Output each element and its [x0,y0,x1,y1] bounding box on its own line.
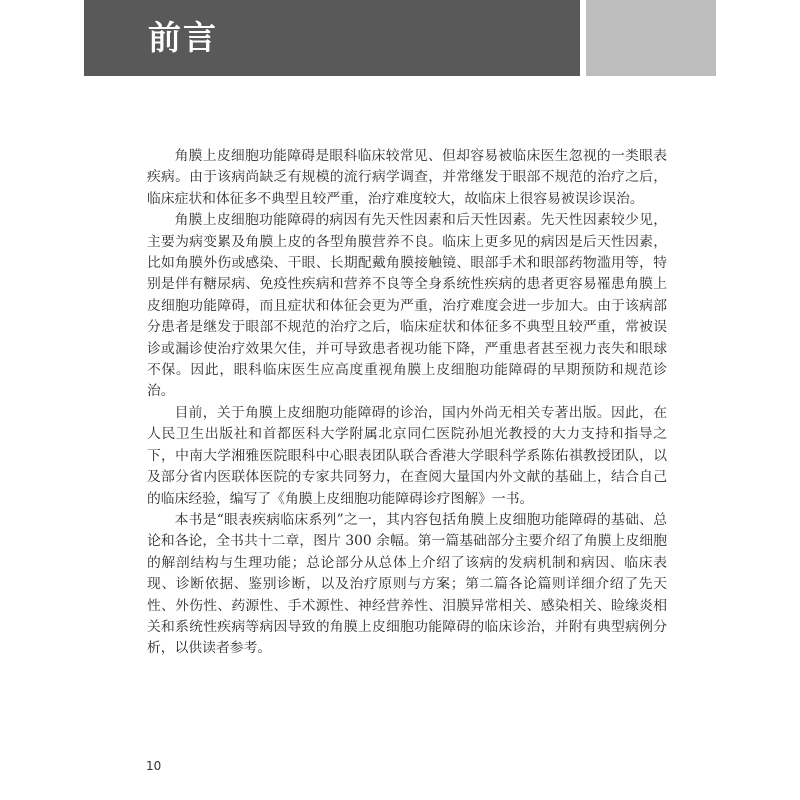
header-accent-block [586,0,716,76]
paragraph-2: 角膜上皮细胞功能障碍的病因有先天性因素和后天性因素。先天性因素较少见，主要为病变累及角膜上皮的各型角膜营养不良。临床上更多见的病因是后天性因素，比如角膜外伤或感染、干眼、长期配戴角膜接触镜、眼部手术和眼部药物滥用等，特别是伴有糖尿病、免疫性疾病和营养不良等全身系统性疾病的患者更容易罹患角膜上皮细胞功能障碍，而且症状和体征会更为严重，治疗难度会进一步加大。由于该病部分患者是继发于眼部不规范的治疗之后，临床症状和体征多不典型且较严重，常被误诊或漏诊使治疗效果欠佳，并可导致患者视功能下降，严重患者甚至视力丧失和眼球不保。因此，眼科临床医生应高度重视角膜上皮细胞功能障碍的早期预防和规范诊治。 [147,212,667,400]
page-number: 10 [146,759,162,773]
paragraph-1: 角膜上皮细胞功能障碍是眼科临床较常见、但却容易被临床医生忽视的一类眼表疾病。由于该病尚缺乏有规模的流行病学调查，并常继发于眼部不规范的治疗之后，临床症状和体征多不典型且较严重，治疗难度较大，故临床上很容易被误诊误治。 [147,148,667,207]
paragraph-3: 目前，关于角膜上皮细胞功能障碍的诊治，国内外尚无相关专著出版。因此，在人民卫生出版社和首都医科大学附属北京同仁医院孙旭光教授的大力支持和指导之下，中南大学湘雅医院眼科中心眼表团队联合香港大学眼科学系陈佑祺教授团队，以及部分省内医联体医院的专家共同努力，在查阅大量国内外文献的基础上，结合自己的临床经验，编写了《角膜上皮细胞功能障碍诊疗图解》一书。 [147,404,667,507]
page-title: 前言 [148,18,218,57]
paragraph-4: 本书是“眼表疾病临床系列”之一，其内容包括角膜上皮细胞功能障碍的基础、总论和各论，全书共十二章，图片 300 余幅。第一篇基础部分主要介绍了角膜上皮细胞的解剖结构与生理功能；总论部分从总体上介绍了该病的发病机制和病因、临床表现、诊断依据、鉴别诊断，以及治疗原则与方案；第二篇各论篇则详细介绍了先天性、外伤性、药源性、手术源性、神经营养性、泪膜异常相关、感染相关、睑缘炎相关和系统性疾病等病因导致的角膜上皮细胞功能障碍的临床诊治，并附有典型病例分析，以供读者参考。 [147,511,667,657]
body-text [147,146,667,660]
